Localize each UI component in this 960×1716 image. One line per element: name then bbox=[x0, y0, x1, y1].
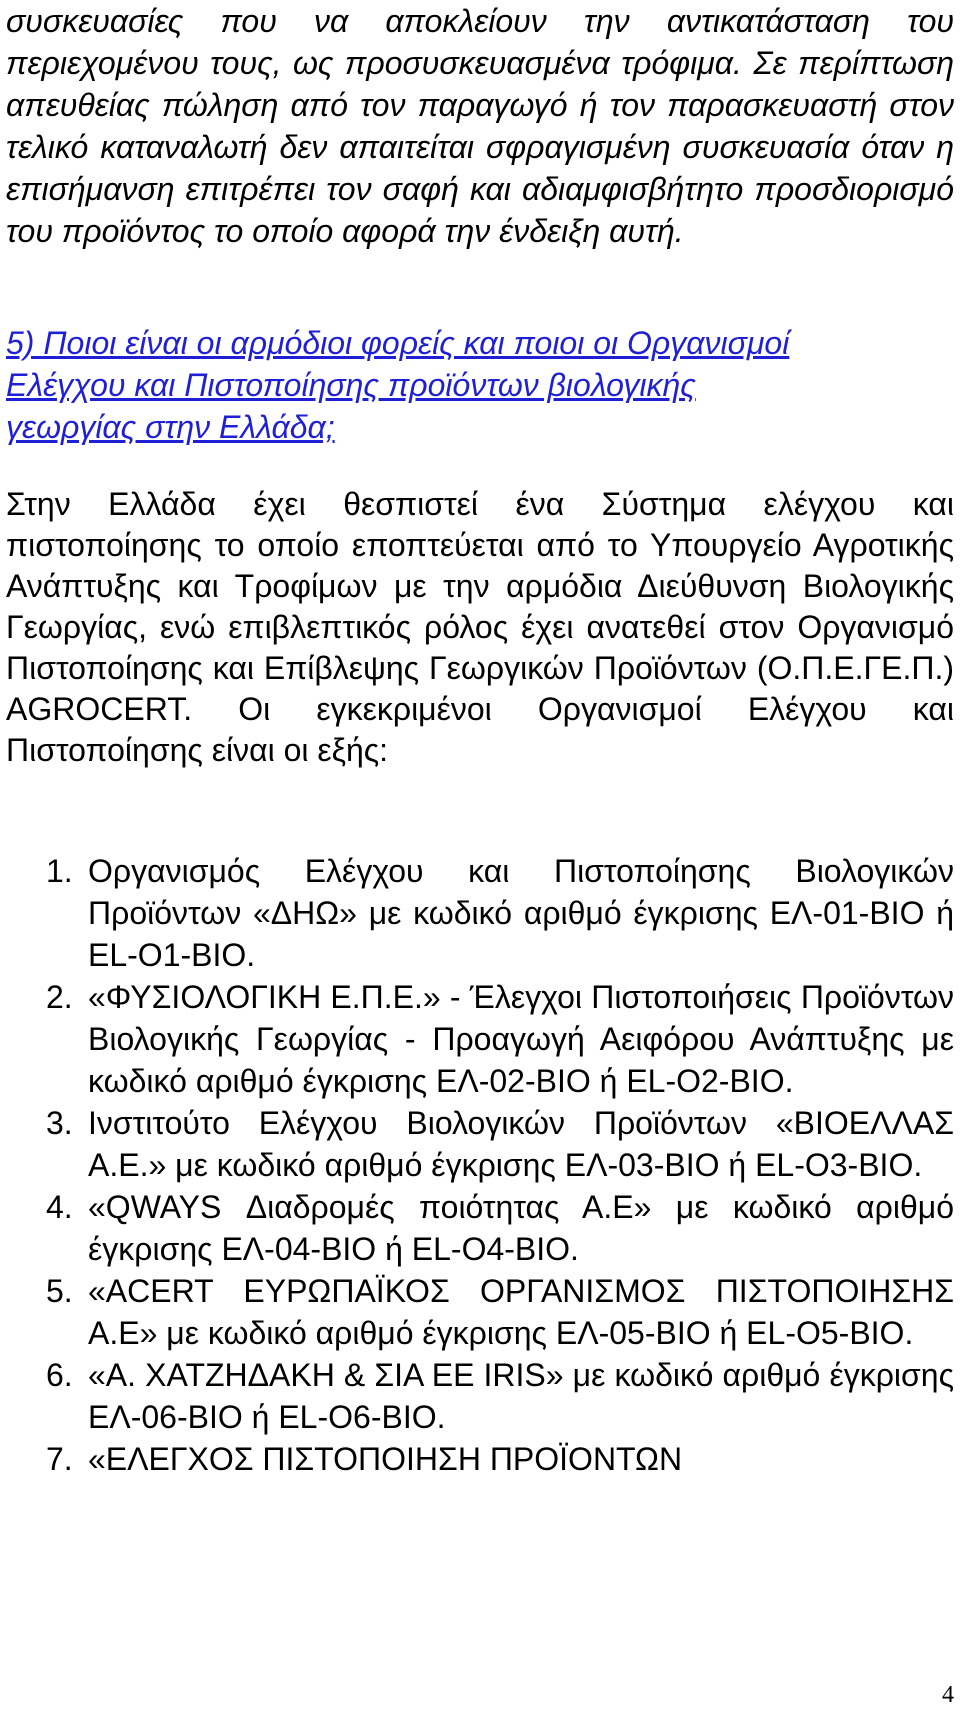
question-line: γεωργίας στην Ελλάδα; bbox=[6, 409, 335, 445]
list-item-number: 3. bbox=[46, 1105, 73, 1141]
question-line: 5) Ποιοι είναι οι αρμόδιοι φορείς και ποιοι οι Οργανισμοί bbox=[6, 325, 790, 361]
list-item-number: 7. bbox=[46, 1441, 73, 1477]
page-number: 4 bbox=[942, 1682, 954, 1708]
list-item bbox=[6, 1270, 954, 1354]
list-item-number: 2. bbox=[46, 979, 73, 1015]
list-item-text: «ΦΥΣΙΟΛΟΓΙΚΗ Ε.Π.Ε.» - Έλεγχοι Πιστοποιήσεις Προϊόντων Βιολογικής Γεωργίας - Προαγωγή Αειφόρου Ανάπτυξης με κωδικό αριθμό έγκρισης ΕΛ-02-ΒΙΟ ή EL-O2-BIO. bbox=[88, 979, 954, 1099]
list-item bbox=[6, 1102, 954, 1186]
list-item-number: 6. bbox=[46, 1357, 73, 1393]
list-item bbox=[6, 1438, 954, 1480]
list-item bbox=[6, 850, 954, 976]
list-item bbox=[6, 1354, 954, 1438]
answer-paragraph: Στην Ελλάδα έχει θεσπιστεί ένα Σύστημα ελέγχου και πιστοποίησης το οποίο εποπτεύεται από το Υπουργείο Αγροτικής Ανάπτυξης και Τροφίμων με την αρμόδια Διεύθυνση Βιολογικής Γεωργίας, ενώ επιβλεπτικός ρόλος έχει ανατεθεί στον Οργανισμό Πιστοποίησης και Επίβλεψης Γεωργικών Προϊόντων (Ο.Π.Ε.ΓΕ.Π.) AGROCERT. Οι εγκεκριμένοι Οργανισμοί Ελέγχου και Πιστοποίησης είναι οι εξής: bbox=[6, 486, 954, 768]
list-item bbox=[6, 976, 954, 1102]
list-item-number: 5. bbox=[46, 1273, 73, 1309]
list-item-text: «ΕΛΕΓΧΟΣ ΠΙΣΤΟΠΟΙΗΣΗ ΠΡΟΪΟΝΤΩΝ bbox=[88, 1441, 683, 1477]
list-item-number: 1. bbox=[46, 853, 73, 889]
list-item-text: Οργανισμός Ελέγχου και Πιστοποίησης Βιολογικών Προϊόντων «ΔΗΩ» με κωδικό αριθμό έγκρισης ΕΛ-01-ΒΙΟ ή EL-O1-BIO. bbox=[88, 853, 954, 973]
list-item-text: «QWAYS Διαδρομές ποιότητας Α.Ε» με κωδικό αριθμό έγκρισης ΕΛ-04-ΒΙΟ ή EL-O4-BIO. bbox=[88, 1189, 954, 1267]
certification-bodies-list bbox=[6, 850, 954, 1480]
list-item-text: «Α. ΧΑΤΖΗΔΑΚΗ & ΣΙΑ ΕΕ IRIS» με κωδικό αριθμό έγκρισης ΕΛ-06-ΒΙΟ ή EL-O6-BIO. bbox=[88, 1357, 954, 1435]
list-item bbox=[6, 1186, 954, 1270]
question-heading-link[interactable] bbox=[6, 322, 954, 448]
list-item-number: 4. bbox=[46, 1189, 73, 1225]
list-item-text: «ACERT ΕΥΡΩΠΑΪΚΟΣ ΟΡΓΑΝΙΣΜΟΣ ΠΙΣΤΟΠΟΙΗΣΗΣ Α.Ε» με κωδικό αριθμό έγκρισης ΕΛ-05-ΒΙΟ ή EL-O5-BIO. bbox=[88, 1273, 954, 1351]
list-item-text: Ινστιτούτο Ελέγχου Βιολογικών Προϊόντων «ΒΙΟΕΛΛΑΣ Α.Ε.» με κωδικό αριθμό έγκρισης ΕΛ-03-ΒΙΟ ή EL-O3-BIO. bbox=[88, 1105, 954, 1183]
intro-paragraph: συσκευασίες που να αποκλείουν την αντικατάσταση του περιεχομένου τους, ως προσυσκευασμένα τρόφιμα. Σε περίπτωση απευθείας πώληση από τον παραγωγό ή τον παρασκευαστή στον τελικό καταναλωτή δεν απαιτείται σφραγισμένη συσκευασία όταν η επισήμανση επιτρέπει τον σαφή και αδιαμφισβήτητο προσδιορισμό του προϊόντος το οποίο αφορά την ένδειξη αυτή. bbox=[6, 3, 954, 249]
question-line: Ελέγχου και Πιστοποίησης προϊόντων βιολογικής bbox=[6, 367, 696, 403]
